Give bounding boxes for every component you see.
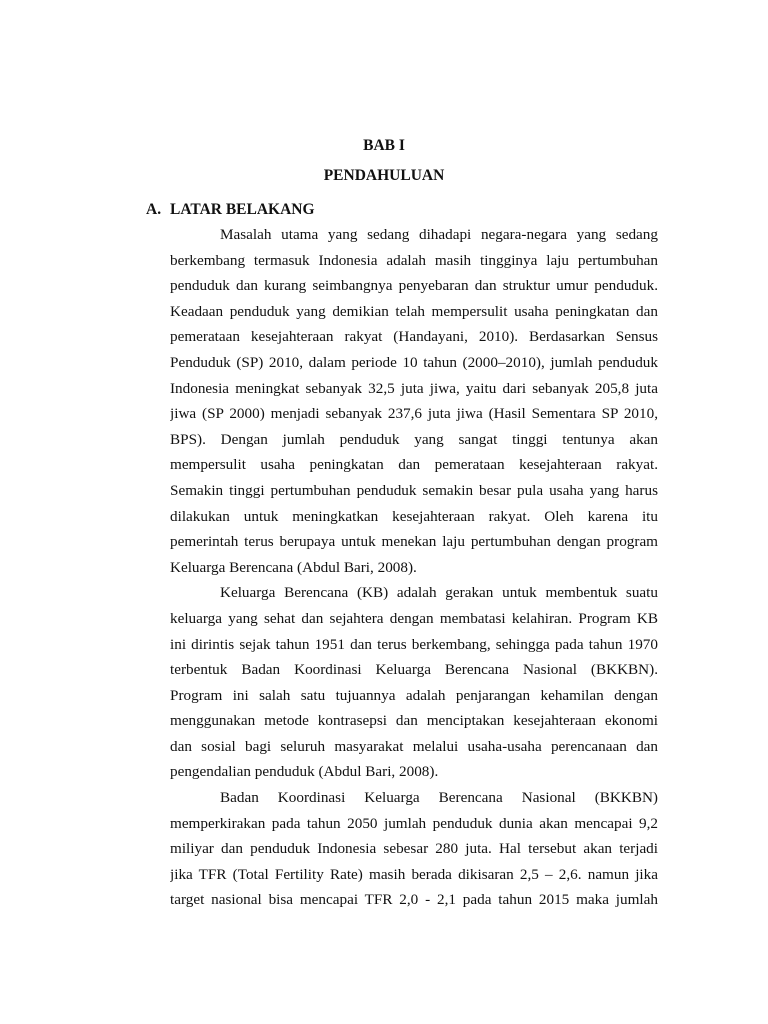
text-line: miliyar dan penduduk Indonesia sebesar 280 juta. Hal tersebut akan terjadi xyxy=(170,840,658,858)
text-line: jiwa (SP 2000) menjadi sebanyak 237,6 juta jiwa (Hasil Sementara SP 2010, xyxy=(170,405,658,423)
text-line: Badan Koordinasi Keluarga Berencana Nasional (BKKBN) xyxy=(220,789,658,807)
text-line: BPS). Dengan jumlah penduduk yang sangat tinggi tentunya akan xyxy=(170,430,658,448)
section-letter: A. xyxy=(146,201,162,218)
text-line: Keadaan penduduk yang demikian telah mempersulit usaha peningkatan dan xyxy=(170,302,658,320)
chapter-title: PENDAHULUAN xyxy=(323,167,445,184)
text-line: Penduduk (SP) 2010, dalam periode 10 tahun (2000–2010), jumlah penduduk xyxy=(170,353,658,371)
text-line: Keluarga Berencana (KB) adalah gerakan untuk membentuk suatu xyxy=(220,584,658,602)
text-line: menggunakan metode kontrasepsi dan menciptakan kesejahteraan ekonomi xyxy=(170,712,658,730)
text-line: mempersulit usaha peningkatan dan pemerataan kesejahteraan rakyat. xyxy=(170,456,658,474)
text-line: Indonesia meningkat sebanyak 32,5 juta jiwa, yaitu dari sebanyak 205,8 juta xyxy=(170,379,658,397)
text-line: berkembang termasuk Indonesia adalah masih tingginya laju pertumbuhan xyxy=(170,251,658,269)
text-line: keluarga yang sehat dan sejahtera dengan membatasi kelahiran. Program KB xyxy=(170,609,658,627)
section-title: LATAR BELAKANG xyxy=(170,201,315,218)
text-line: pemerintah terus berupaya untuk menekan laju pertumbuhan dengan program xyxy=(170,533,658,551)
text-line: pemerataan kesejahteraan rakyat (Handayani, 2010). Berdasarkan Sensus xyxy=(170,328,658,346)
text-line: jika TFR (Total Fertility Rate) masih berada dikisaran 2,5 – 2,6. namun jika xyxy=(170,865,658,883)
chapter-number: BAB I xyxy=(363,137,405,154)
text-line: dan sosial bagi seluruh masyarakat melalui usaha-usaha perencanaan dan xyxy=(170,737,658,755)
text-line: target nasional bisa mencapai TFR 2,0 - 2,1 pada tahun 2015 maka jumlah xyxy=(170,891,658,909)
text-line: memperkirakan pada tahun 2050 jumlah penduduk dunia akan mencapai 9,2 xyxy=(170,814,658,832)
text-line: pengendalian penduduk (Abdul Bari, 2008). xyxy=(170,763,439,781)
text-line: dilakukan untuk meningkatkan kesejahteraan rakyat. Oleh karena itu xyxy=(170,507,658,525)
text-line: Masalah utama yang sedang dihadapi negara-negara yang sedang xyxy=(220,226,658,243)
text-line: penduduk dan kurang seimbangnya penyebaran dan struktur umur penduduk. xyxy=(170,277,658,295)
text-line: terbentuk Badan Koordinasi Keluarga Berencana Nasional (BKKBN). xyxy=(170,661,658,679)
text-line: ini dirintis sejak tahun 1951 dan terus berkembang, sehingga pada tahun 1970 xyxy=(170,635,658,653)
text-line: Program ini salah satu tujuannya adalah penjarangan kehamilan dengan xyxy=(170,686,658,704)
body-text xyxy=(170,222,658,913)
text-line: Keluarga Berencana (Abdul Bari, 2008). xyxy=(170,558,417,576)
section-heading xyxy=(146,200,315,220)
text-line: Semakin tinggi pertumbuhan penduduk semakin besar pula usaha yang harus xyxy=(170,481,658,499)
